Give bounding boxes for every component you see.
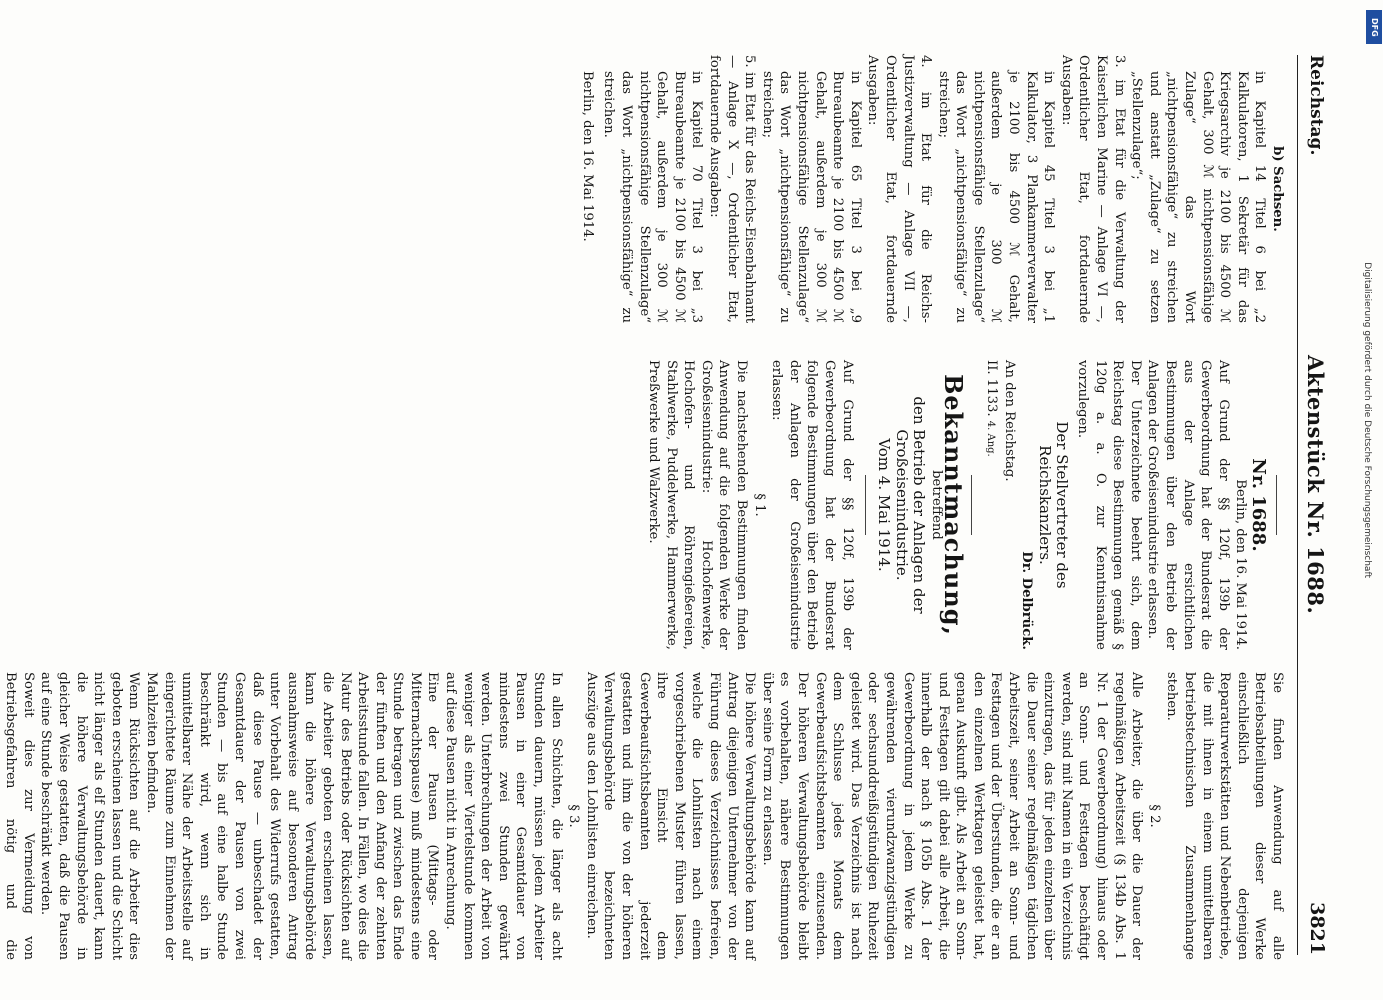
document-number: Nr. 1688. <box>1248 458 1269 552</box>
paragraph: 3. im Etat für die Verwaltung der Kaiserlichen Marine — Anlage VI —, Ordentlicher Etat, fortdauernde Ausgaben: <box>1058 55 1127 323</box>
place-date: Berlin, den 16. Mai 1914. <box>1233 479 1249 650</box>
divider <box>865 475 866 535</box>
signer: Dr. Delbrück. <box>1019 551 1035 650</box>
header-left: Reichstag. <box>1306 55 1326 156</box>
column-middle <box>644 360 1286 650</box>
column-right <box>0 672 1286 960</box>
paragraph: Eine der Pausen (Mittags- oder Mitternachtspause) muß mindestens eine Stunde betragen und zwischen das Ende der fünften und den Anfang der zehnten Arbeitsstunde fallen. In Fällen, wo dies die Natur des Betriebs oder Rücksichten auf die Arbeiter geboten erscheinen lassen, kann die höhere Verwaltungsbehörde ausnahmsweise auf besonderen Antrag unter Vorbehalt des Widerrufs gestatten, daß diese Pause — unbeschadet der Gesamtdauer der Pausen von zwei Stunden — bis auf eine halbe Stunde beschränkt wird, wenn sich in unmittelbarer Nähe der Arbeitsstelle auf eingerichtete Räume zum Einnehmen der Mahlzeiten befinden. <box>144 672 441 960</box>
paragraph: Soweit dies zur Vermeidung von Betriebsgefahren nötig und die <box>3 672 36 960</box>
paragraph: in Kapitel 45 Titel 3 bei „1 Kalkulator, 3 Plankammerverwalter je 2100 bis 4500 ℳ Gehalt, außerdem je 300 ℳ nichtpensionsfähige Stellenzulage“ das Wort „nichtpensionsfähige“ zu streichen; <box>935 71 1057 323</box>
paragraph: Auf Grund der §§ 120f, 139b der Gewerbeordnung hat der Bundesrat die aus der Anlage ersichtlichen Bestimmungen über den Betrieb der Anlagen der Großeisenindustrie erlassen. <box>1145 360 1231 650</box>
divider <box>1276 475 1277 535</box>
date-line: Berlin, den 16. Mai 1914. <box>579 71 595 242</box>
announcement-sub: betreffend <box>928 470 944 540</box>
dfg-logo-badge: DFG <box>1366 10 1382 44</box>
paragraph: Die nachstehenden Bestimmungen finden Anwendung auf die folgenden Werke der Großeisenindustrie: Hochofenwerke, Hochofen- und Röhrengießereien, Stahlwerke, Puddelwerke, Hammerwerke, Preßwerke und Walzwerke. <box>646 360 749 650</box>
reference-number: II. 1133. <box>984 360 1000 417</box>
paragraph: in Kapitel 70 Titel 3 bei „3 Bureaubeamte je 2100 bis 4500 ℳ Gehalt, außerdem je 300 ℳ nichtpensionsfähige Stellenzulage“ das Wort „nichtpensionsfähige“ zu streichen. <box>601 71 705 323</box>
section-sign: § 2. <box>1146 804 1162 828</box>
announcement-date: Vom 4. Mai 1914. <box>875 438 894 572</box>
header-title: Aktenstück Nr. 1688. <box>1303 355 1328 615</box>
announcement-subject: den Betrieb der Anlagen der Großeisenindustrie. <box>892 396 929 614</box>
funding-text: Digitalisierung gefördert durch die Deutsche Forschungsgemeinschaft <box>1362 262 1372 578</box>
paragraph: 4. im Etat für die Reichs-Justizverwaltung — Anlage VII —, Ordentlicher Etat, fortdauernde Ausgaben: <box>865 55 934 323</box>
section-heading: b) Sachsen. <box>1270 146 1285 232</box>
column-left <box>578 55 1286 323</box>
paragraph: Wenn Rücksichten auf die Arbeiter dies geboten erscheinen lassen und die Schicht nicht länger als elf Stunden dauert, kann die höhere Verwaltungsbehörde in gleicher Weise gestatten, daß die Pausen auf eine Stunde beschränkt werden. <box>38 672 142 960</box>
reference-note: 4. Ang. <box>985 420 997 457</box>
signer-title: Der Stellvertreter des Reichskanzlers. <box>1035 421 1072 589</box>
paragraph: Die höhere Verwaltungsbehörde kann auf Antrag diejenigen Unternehmer von der Führung dieses Verzeichnisses befreien, welche die Lohnlisten nach einem vorgeschriebenen Muster führen lassen, ihre Einsicht dem Gewerbeaufsichtsbeamten jederzeit gestatten und ihm die von der höheren Verwaltungsbehörde bezeichneten Auszüge aus den Lohnlisten einreichen. <box>583 672 758 960</box>
paragraph: 5. im Etat für das Reichs-Eisenbahnamt — Anlage X —, Ordentlicher Etat, fortdauernde Ausgaben: <box>707 55 758 323</box>
paragraph: In allen Schichten, die länger als acht Stunden dauern, müssen jedem Arbeiter Pausen in einer Gesamtdauer von mindestens zwei Stunden gewährt werden. Unterbrechungen der Arbeit von weniger als einer Viertelstunde kommen auf diese Pausen nicht in Anrechnung. <box>443 672 564 960</box>
section-sign: § 3. <box>566 804 582 828</box>
paragraph: Alle Arbeiter, die über die Dauer der regelmäßigen Arbeitszeit (§ 134b Abs. 1 Nr. 1 der Gewerbeordnung) hinaus oder an Sonn- und Festtagen beschäftigt werden, sind mit Namen in ein Verzeichnis einzutragen, das für jeden einzelnen über die Dauer seiner regelmäßigen täglichen Arbeitszeit, seiner Arbeit an Sonn- und Festtagen und der Überstunden, die er an den einzelnen Werktagen geleistet hat, genau Auskunft gibt. Als Arbeit an Sonn- und Festtagen gilt dabei alle Arbeit, die innerhalb der nach § 105b Abs. 1 der Gewerbeordnung in jedem Werke zu gewährenden vierundzwanzigstündigen oder sechsunddreißigstündigen Ruhezeit geleistet wird. Das Verzeichnis ist nach dem Schlusse jedes Monats dem Gewerbeaufsichtsbeamten einzusenden. Der höheren Verwaltungsbehörde bleibt es vorbehalten, nähere Bestimmungen über seine Form zu erlassen. <box>759 672 1145 960</box>
divider <box>972 475 973 535</box>
page-header <box>1297 55 1332 955</box>
announcement-title: Bekanntmachung, <box>939 374 969 636</box>
rotated-document-sheet <box>3 0 1370 1000</box>
section-sign: § 1. <box>751 493 767 517</box>
paragraph: Auf Grund der §§ 120f, 139b der Gewerbeordnung hat der Bundesrat folgende Bestimmungen über den Betrieb der Anlagen der Großeisenindustrie erlassen: <box>769 360 855 650</box>
page-number: 3821 <box>1306 902 1328 955</box>
paragraph: in Kapitel 65 Titel 3 bei „9 Bureaubeamte je 2100 bis 4500 ℳ Gehalt, außerdem je 300 ℳ nichtpensionsfähige Stellenzulage“ das Wort „nichtpensionsfähige“ zu streichen; <box>759 71 863 323</box>
paragraph: Der Unterzeichnete beehrt sich, dem Reichstag diese Bestimmungen gemäß § 120g a. a. O. zur Kenntnisnahme vorzulegen. <box>1075 360 1143 650</box>
addressee: An den Reichstag. <box>1001 360 1017 482</box>
funding-note <box>1356 8 1378 578</box>
reference <box>982 360 1001 650</box>
paragraph: Sie finden Anwendung auf alle Betriebsabteilungen dieser Werke einschließlich derjenigen Reparaturwerkstätten und Nebenbetriebe, die mit ihnen in einem unmittelbaren betriebstechnischen Zusammenhange stehen. <box>1164 672 1285 960</box>
paragraph: in Kapitel 14 Titel 6 bei „2 Kalkulatoren, 1 Sekretär für das Kriegsarchiv je 2100 bis 4500 ℳ Gehalt, 300 ℳ nichtpensionsfähige Zulage“ das Wort „nichtpensionsfähige“ zu streichen und anstatt „Zulage“ zu setzen „Stellenzulage“; <box>1129 71 1268 323</box>
